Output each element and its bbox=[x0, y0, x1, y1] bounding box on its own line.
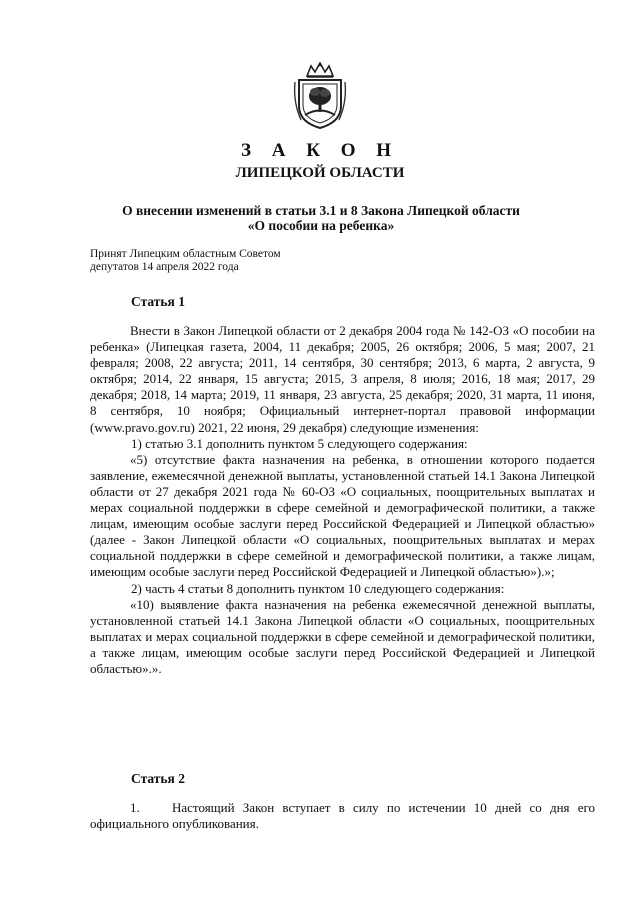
article-1-heading: Статья 1 bbox=[131, 294, 185, 309]
article-1-intro: Внести в Закон Липецкой области от 2 декабря 2004 года № 142-ОЗ «О пособии на ребенка» (Липецкая газета, 2004, 11 декабря; 2005, 26 октября; 2006, 5 мая; 2007, 21 февраля; 2008, 22 августа; 2011, 14 сентября, 30 сентября; 2013, 6 марта, 2 августа, 9 октября; 2014, 22 января, 15 августа; 2015, 3 апреля, 8 июля; 2016, 18 мая; 2017, 29 декабря; 2018, 14 марта; 2019, 11 января, 23 августа, 25 декабря; 2020, 31 марта, 11 июня, 8 сентября, 10 ноября; Официальный интернет-портал правовой информации (www.pravo.gov.ru) 2021, 22 июня, 29 декабря) следующие изменения: bbox=[90, 323, 595, 435]
law-title-line-2: «О пособии на ребенка» bbox=[247, 218, 395, 233]
adoption-note bbox=[90, 248, 390, 274]
article-1-item-1: 1) статью 3.1 дополнить пунктом 5 следующего содержания: bbox=[131, 435, 468, 451]
document-subtitle: ЛИПЕЦКОЙ ОБЛАСТИ bbox=[235, 165, 405, 181]
document-title: З А К О Н bbox=[240, 140, 400, 161]
law-title-line-1: О внесении изменений в статьи 3.1 и 8 Закона Липецкой области bbox=[122, 203, 520, 218]
article-2-item-number: 1. bbox=[130, 800, 140, 815]
adoption-line-1: Принят Липецким областным Советом bbox=[90, 248, 281, 260]
adoption-line-2: депутатов 14 апреля 2022 года bbox=[90, 261, 239, 273]
article-2-heading: Статья 2 bbox=[131, 771, 185, 786]
article-1-body bbox=[90, 323, 595, 677]
article-1-item-1-text: «5) отсутствие факта назначения на ребенка, в отношении которого подается заявление, ежемесячной денежной выплаты, установленной статьей 14.1 Закона Липецкой области от 27 декабря 2021 года № 60-ОЗ «О социальных, поощрительных выплатах и мерах социальной поддержки в сфере семейной и демографической политики, а также лицам, имеющим особые заслуги перед Российской Федерацией и Липецкой областью» (далее - Закон Липецкой области «О социальных, поощрительных выплатах и мерах социальной поддержки в сфере семейной и демографической политики, а также лицам, имеющим особые заслуги перед Российской Федерацией и Липецкой областью»).»; bbox=[90, 451, 595, 580]
article-2-body bbox=[90, 800, 595, 832]
article-1-item-2-text: «10) выявление факта назначения на ребенка ежемесячной денежной выплаты, установленной статьей 14.1 Закона Липецкой области «О социальных, поощрительных выплатах и мерах социальной поддержки в сфере семейной и демографической политики, а также лицам, имеющим особые заслуги перед Российской Федерацией и Липецкой областью».». bbox=[90, 596, 595, 676]
article-1-item-2: 2) часть 4 статьи 8 дополнить пунктом 10 следующего содержания: bbox=[131, 580, 505, 596]
article-2-item-text: Настоящий Закон вступает в силу по истечении 10 дней со дня его официального опубликования. bbox=[90, 800, 595, 832]
article-2-item-1 bbox=[90, 800, 595, 832]
law-title bbox=[90, 203, 552, 233]
coat-of-arms-icon bbox=[291, 62, 349, 130]
